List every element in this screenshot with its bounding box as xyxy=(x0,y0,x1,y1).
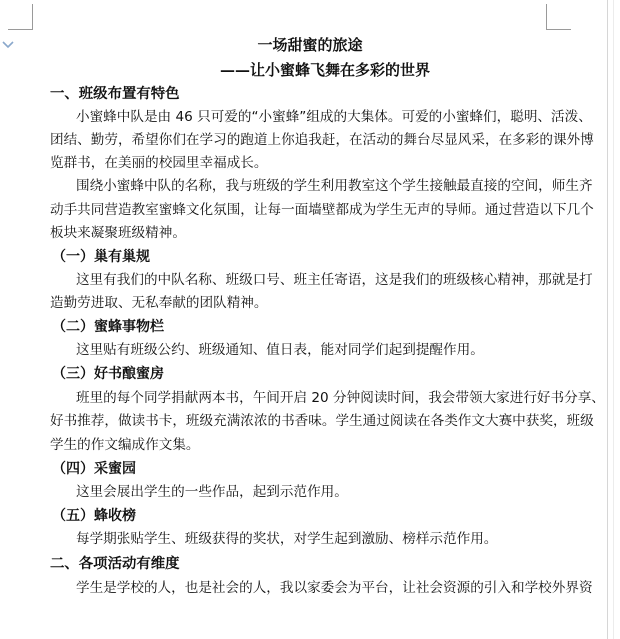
paragraph-line: 学生是学校的人，也是社会的人，我以家委会为平台，让社会资源的引入和学校外界资 xyxy=(76,580,593,596)
subsection-heading: （一）巢有巢规 xyxy=(52,249,150,265)
margin-mark-top-left xyxy=(8,29,33,30)
page-edge xyxy=(613,0,614,639)
subsection-heading: （五）蜂收榜 xyxy=(52,508,136,524)
paragraph-line: 览群书，在美丽的校园里幸福成长。 xyxy=(50,155,268,171)
paragraph-line: 这里有我们的中队名称、班级口号、班主任寄语，这是我们的班级核心精神，那就是打 xyxy=(76,272,593,288)
margin-mark-top-right xyxy=(546,4,547,30)
margin-mark-top-right xyxy=(546,29,571,30)
paragraph-line: 造勤劳进取、无私奉献的团队精神。 xyxy=(50,295,268,311)
paragraph-line: 板块来凝聚班级精神。 xyxy=(50,225,186,241)
paragraph-line: 围绕小蜜蜂中队的名称，我与班级的学生利用教室这个学生接触最直接的空间，师生齐 xyxy=(76,178,593,194)
paragraph-line: 这里会展出学生的一些作品，起到示范作用。 xyxy=(76,484,348,500)
paragraph-line: 这里贴有班级公约、班级通知、值日表，能对同学们起到提醒作用。 xyxy=(76,342,484,358)
subsection-heading: （四）采蜜园 xyxy=(52,461,136,477)
paragraph-line: 学生的作文编成作文集。 xyxy=(50,437,200,453)
margin-mark-top-left xyxy=(32,4,33,30)
paragraph-line: 动手共同营造教室蜜蜂文化氛围，让每一面墙壁都成为学生无声的导师。通过营造以下几个 xyxy=(50,202,594,218)
page-edge xyxy=(607,0,608,639)
section-heading: 二、各项活动有维度 xyxy=(50,556,180,572)
section-heading: 一、班级布置有特色 xyxy=(50,86,180,102)
paragraph-line: 每学期张贴学生、班级获得的奖状，对学生起到激励、榜样示范作用。 xyxy=(76,531,498,547)
paragraph-line: 好书推荐，做读书卡，班级充满浓浓的书香味。学生通过阅读在各类作文大赛中获奖，班级 xyxy=(50,413,594,429)
paragraph-line: 班里的每个同学捐献两本书，午间开启 20 分钟阅读时间，我会带领大家进行好书分享、 xyxy=(76,390,605,406)
document-title: 一场甜蜜的旅途 xyxy=(257,36,363,54)
subsection-heading: （三）好书酿蜜房 xyxy=(52,366,164,382)
paragraph-line: 团结、勤劳，希望你们在学习的跑道上你追我赶，在活动的舞台尽显风采，在多彩的课外博 xyxy=(50,132,594,148)
subsection-heading: （二）蜜蜂事物栏 xyxy=(52,319,164,335)
paragraph-line: 小蜜蜂中队是由 46 只可爱的“小蜜蜂”组成的大集体。可爱的小蜜蜂们，聪明、活泼、 xyxy=(76,109,592,125)
document-subtitle: ——让小蜜蜂飞舞在多彩的世界 xyxy=(219,61,430,79)
